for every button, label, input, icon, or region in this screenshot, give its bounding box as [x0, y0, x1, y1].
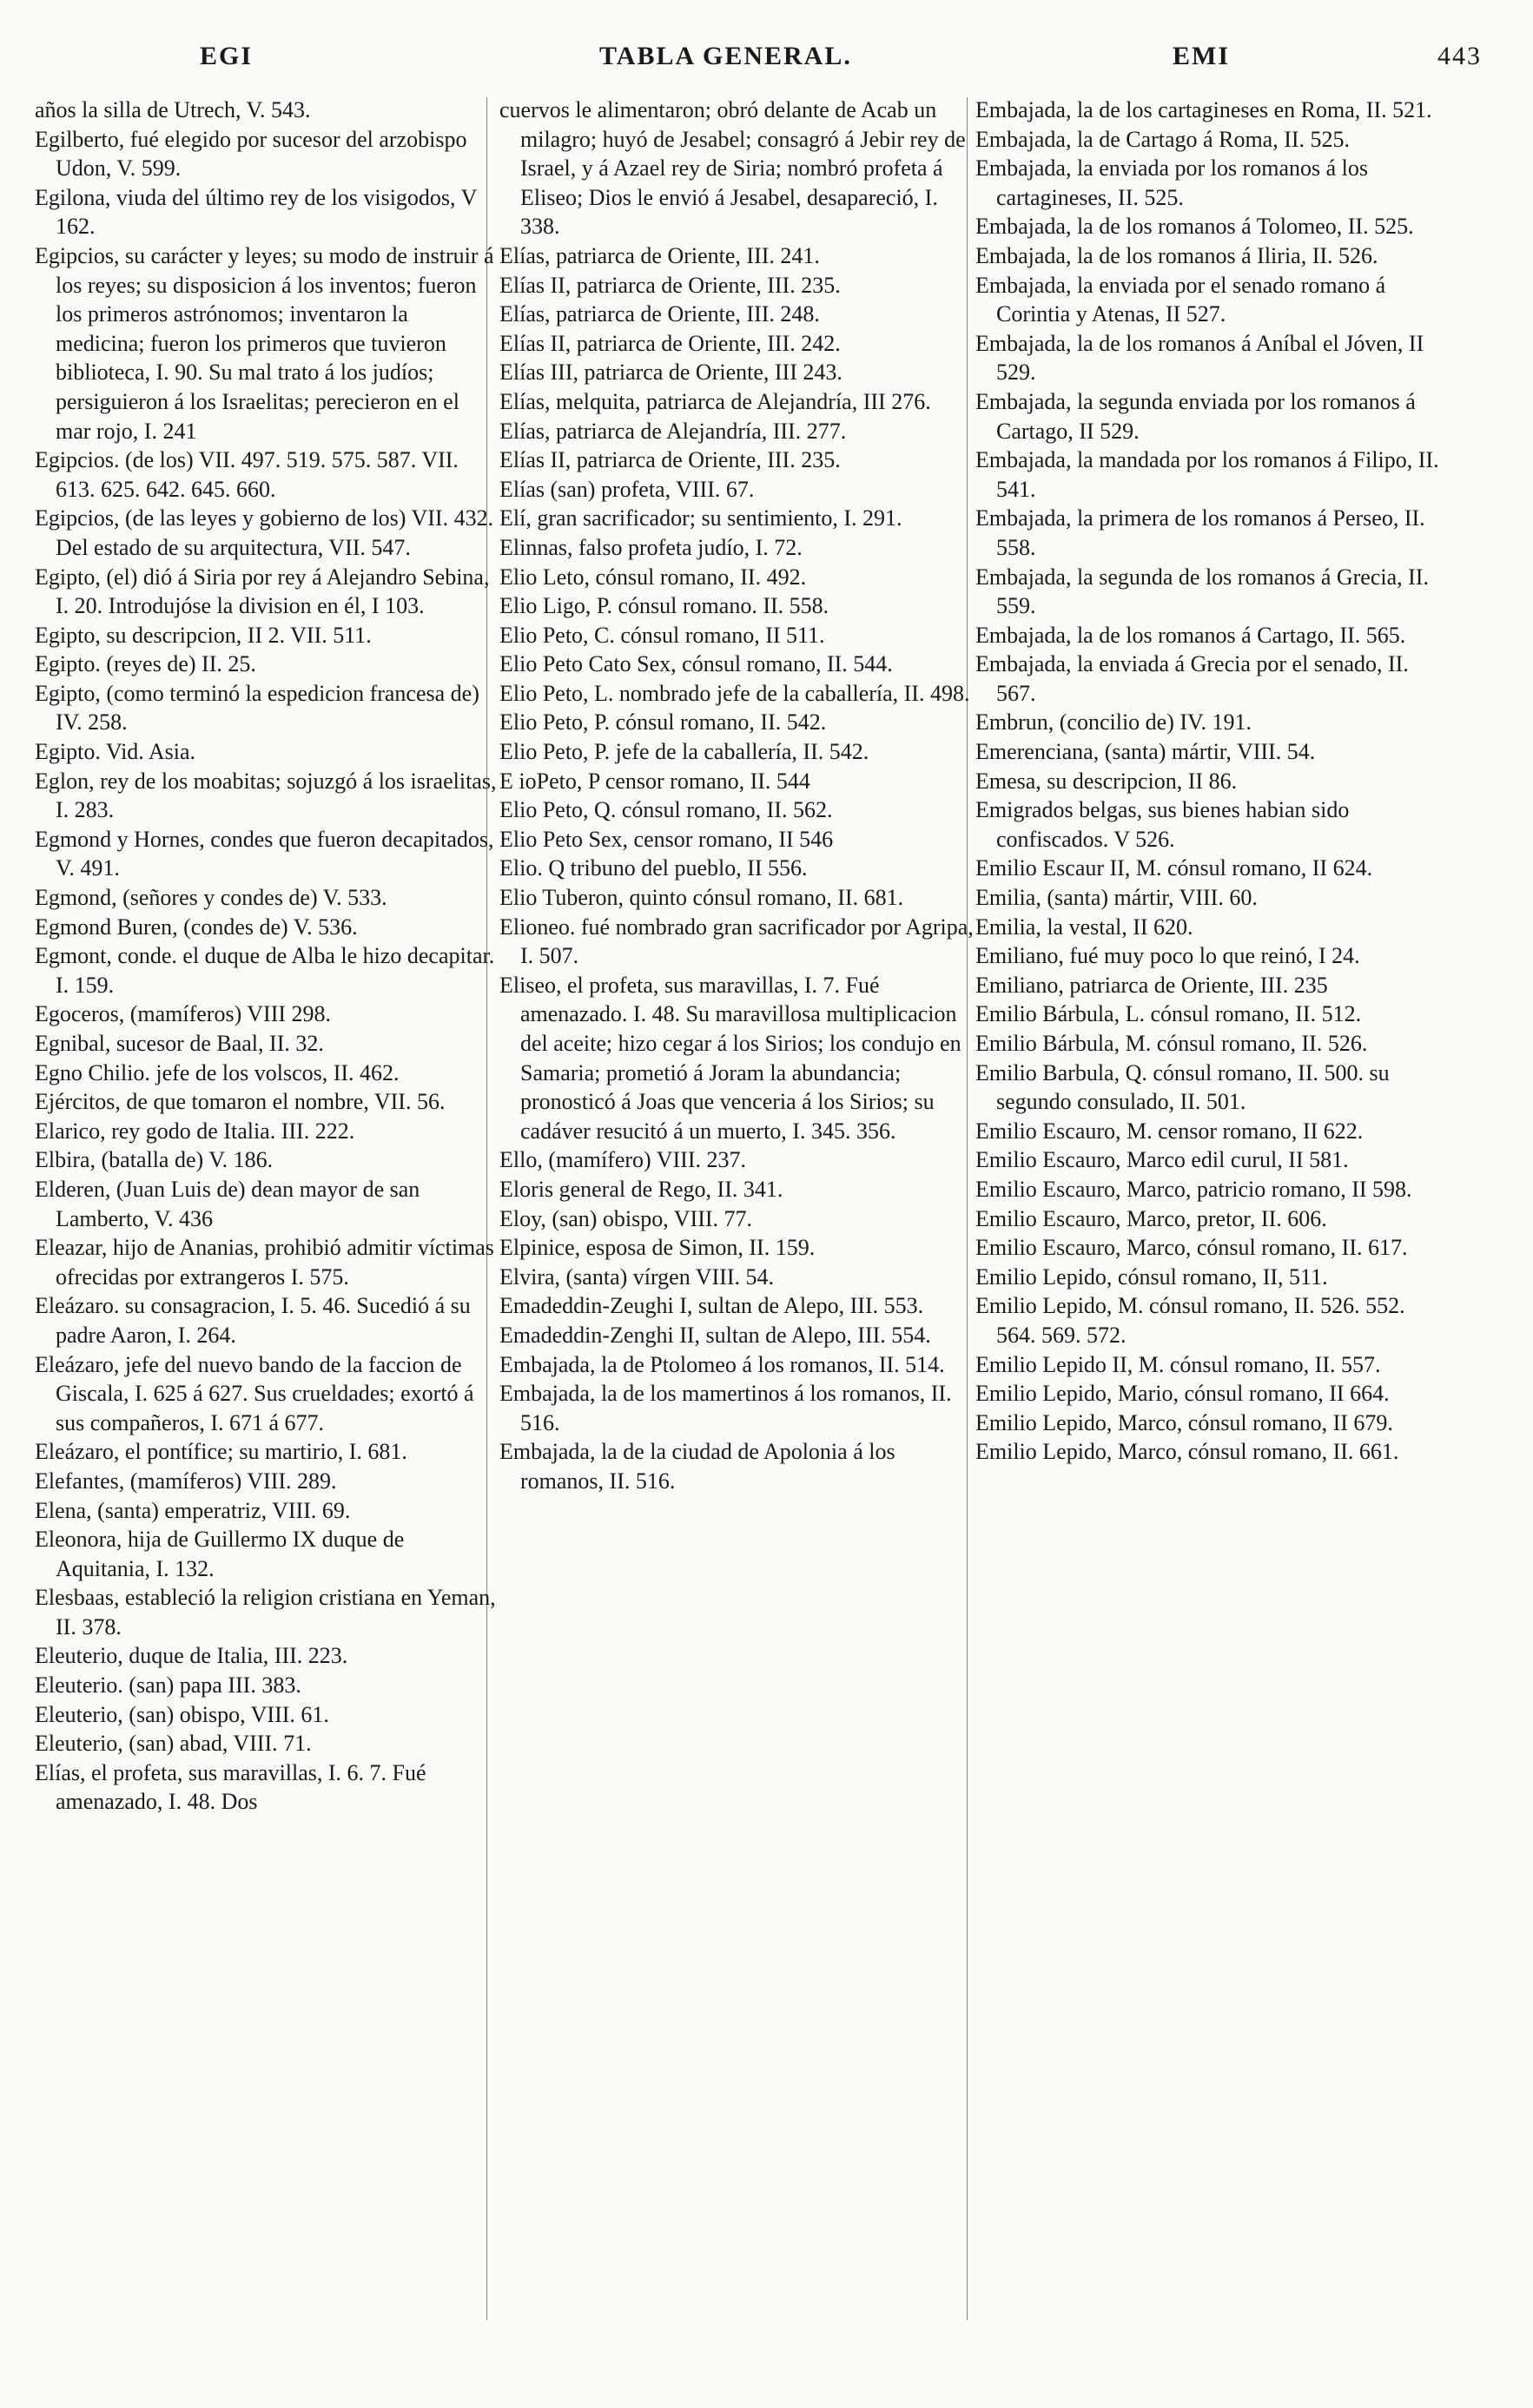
index-entry: Elderen, (Juan Luis de) dean mayor de san Lamberto, V. 436 — [35, 1176, 420, 1231]
index-entry: Emilio Bárbula, L. cónsul romano, II. 512. — [975, 1001, 1362, 1027]
index-entry: Embajada, la de los cartagineses en Roma, II. 521. — [975, 97, 1432, 122]
index-entry: Elio Peto, Q. cónsul romano, II. 562. — [499, 797, 833, 823]
index-entry: Eliseo, el profeta, sus maravillas, I. 7. Fué amenazado. I. 48. Su maravillosa multiplicacion del aceite; hizo cegar á los Sirios; los condujo en Samaria; prometió á Joram la abundancia; pronosticó á Joas que venceria á los Sirios; su cadáver resucitó á un muerto, I. 345. 356. — [499, 972, 961, 1144]
index-entry: Embajada, la primera de los romanos á Perseo, II. 558. — [975, 505, 1425, 560]
index-entry: Ejércitos, de que tomaron el nombre, VII. 56. — [35, 1089, 446, 1115]
header-left-keyword: EGI — [200, 42, 254, 70]
index-entry: Emilio Lepido, cónsul romano, II, 511. — [975, 1263, 1328, 1290]
index-entry: años la silla de Utrech, V. 543. — [35, 97, 311, 122]
index-entry: Eleazar, hijo de Ananias, prohibió admitir víctimas ofrecidas por extrangeros I. 575. — [35, 1235, 494, 1290]
index-entry: Eleuterio, (san) abad, VIII. 71. — [35, 1731, 312, 1757]
index-entry: Egipto, (el) dió á Siria por rey á Alejandro Sebina, I. 20. Introdujóse la division en él, I 103. — [35, 564, 490, 619]
index-entry: Elías (san) profeta, VIII. 67. — [499, 476, 755, 502]
index-entry: Eleuterio. (san) papa III. 383. — [35, 1672, 301, 1699]
index-entry: Egipto. Vid. Asia. — [35, 739, 196, 765]
index-entry: Embajada, la enviada á Grecia por el senado, II. 567. — [975, 651, 1409, 706]
index-entry: Ello, (mamífero) VIII. 237. — [499, 1147, 746, 1173]
index-entry: Elbira, (batalla de) V. 186. — [35, 1147, 274, 1173]
index-entry: Emilia, la vestal, II 620. — [975, 914, 1193, 940]
index-entry: Emilia, (santa) mártir, VIII. 60. — [975, 885, 1258, 911]
index-entry: Embrun, (concilio de) IV. 191. — [975, 709, 1252, 736]
index-entry: Egipcios, su carácter y leyes; su modo de instruir á los reyes; su disposicion á los inventos; fueron los primeros astrónomos; inventaron la medicina; fueron los primeros que tuvieron biblioteca, I. 90. Su mal trato á los judíos; persiguieron á los Israelitas; perecieron en el mar rojo, I. 241 — [35, 242, 494, 444]
index-entry: Egmond y Hornes, condes que fueron decapitados, V. 491. — [35, 826, 494, 881]
index-entry: Elpinice, esposa de Simon, II. 159. — [499, 1235, 816, 1261]
index-entry: Eleuterio, duque de Italia, III. 223. — [35, 1643, 348, 1669]
index-entry: Elio Tuberon, quinto cónsul romano, II. 681. — [499, 885, 904, 911]
index-entry: Emilio Bárbula, M. cónsul romano, II. 526. — [975, 1031, 1368, 1056]
index-entry: Emadeddin-Zenghi II, sultan de Alepo, III. 554. — [499, 1322, 931, 1348]
index-entry: Egipcios. (de los) VII. 497. 519. 575. 587. VII. 613. 625. 642. 645. 660. — [35, 447, 459, 502]
index-column-1 — [35, 96, 499, 1817]
index-entry: Elefantes, (mamíferos) VIII. 289. — [35, 1468, 337, 1494]
index-entry: Emilio Lepido, Marco, cónsul romano, II. 661. — [975, 1439, 1399, 1465]
index-entry: Embajada, la de los romanos á Tolomeo, II. 525. — [975, 214, 1414, 240]
index-entry: Elio Peto, C. cónsul romano, II 511. — [499, 622, 825, 648]
index-entry: Emilio Escauro, Marco, patricio romano, II 598. — [975, 1176, 1412, 1202]
index-entry: Emilio Escauro, Marco, pretor, II. 606. — [975, 1205, 1327, 1231]
index-entry: Elías III, patriarca de Oriente, III 243. — [499, 360, 842, 386]
index-entry: Embajada, la mandada por los romanos á Filipo, II. 541. — [975, 447, 1439, 502]
index-entry: Elio. Q tribuno del pueblo, II 556. — [499, 855, 808, 881]
index-entry: Elías, patriarca de Oriente, III. 241. — [499, 242, 820, 268]
index-entry: Elí, gran sacrificador; su sentimiento, I. 291. — [499, 505, 902, 531]
index-entry: Elías II, patriarca de Oriente, III. 235. — [499, 272, 841, 298]
index-entry: Egilberto, fué elegido por sucesor del arzobispo Udon, V. 599. — [35, 126, 467, 181]
index-entry: Elinnas, falso profeta judío, I. 72. — [499, 534, 803, 560]
index-entry: Elías II, patriarca de Oriente, III. 242. — [499, 330, 841, 356]
index-entry: Egmond, (señores y condes de) V. 533. — [35, 885, 387, 911]
index-entry: Egoceros, (mamíferos) VIII 298. — [35, 1001, 332, 1027]
index-entry: Egmont, conde. el duque de Alba le hizo decapitar. I. 159. — [35, 943, 495, 998]
index-entry: Elías II, patriarca de Oriente, III. 235. — [499, 447, 841, 473]
index-entry: Embajada, la de los romanos á Aníbal el Jóven, II 529. — [975, 330, 1424, 386]
index-entry: Emadeddin-Zeughi I, sultan de Alepo, III. 553. — [499, 1293, 924, 1319]
index-entry: Eloy, (san) obispo, VIII. 77. — [499, 1205, 753, 1231]
index-entry: Elio Peto, P. jefe de la caballería, II. 542. — [499, 739, 869, 765]
index-entry: Embajada, la enviada por el senado romano á Corintia y Atenas, II 527. — [975, 272, 1386, 327]
index-entry: Emilio Escaur II, M. cónsul romano, II 624. — [975, 855, 1373, 881]
index-entry: Emilio Lepido, Mario, cónsul romano, II 664. — [975, 1381, 1390, 1407]
index-entry: Elio Ligo, P. cónsul romano. II. 558. — [499, 593, 829, 619]
index-entry: E ioPeto, P censor romano, II. 544 — [499, 768, 810, 794]
index-column-2 — [499, 96, 975, 1496]
index-entry: Egipto, su descripcion, II 2. VII. 511. — [35, 622, 372, 648]
index-entry: Emilio Barbula, Q. cónsul romano, II. 500. su segundo consulado, II. 501. — [975, 1059, 1390, 1115]
index-entry: Egilona, viuda del último rey de los visigodos, V 162. — [35, 184, 477, 240]
index-entry: Elías, el profeta, sus maravillas, I. 6. 7. Fué amenazado, I. 48. Dos — [35, 1759, 426, 1815]
index-entry: Embajada, la de los mamertinos á los romanos, II. 516. — [499, 1381, 952, 1435]
index-entry: Emilio Lepido II, M. cónsul romano, II. 557. — [975, 1351, 1381, 1377]
index-entry: Emilio Escauro, M. censor romano, II 622. — [975, 1118, 1364, 1144]
index-entry: Egno Chilio. jefe de los volscos, II. 462. — [35, 1059, 400, 1085]
index-entry: Embajada, la de Cartago á Roma, II. 525. — [975, 126, 1351, 152]
index-entry: Elvira, (santa) vírgen VIII. 54. — [499, 1263, 774, 1290]
index-entry: Elio Peto, L. nombrado jefe de la caballería, II. 498. — [499, 680, 970, 706]
index-column-3 — [975, 96, 1449, 1467]
index-entry: Emigrados belgas, sus bienes habian sido confiscados. V 526. — [975, 797, 1350, 852]
index-entry: Eleázaro, jefe del nuevo bando de la faccion de Giscala, I. 625 á 627. Sus crueldades; exortó á sus compañeros, I. 671 á 677. — [35, 1351, 474, 1435]
index-entry: Emesa, su descripcion, II 86. — [975, 768, 1238, 794]
index-entry: Emilio Escauro, Marco, cónsul romano, II. 617. — [975, 1235, 1408, 1261]
running-header — [0, 42, 1533, 94]
index-entry: Elarico, rey godo de Italia. III. 222. — [35, 1118, 355, 1144]
index-entry: Eleázaro, el pontífice; su martirio, I. 681. — [35, 1439, 407, 1465]
index-entry: Emilio Lepido, Marco, cónsul romano, II 679. — [975, 1409, 1393, 1435]
index-entry: Elías, patriarca de Oriente, III. 248. — [499, 301, 820, 327]
page-number: 443 — [1437, 42, 1482, 70]
index-entry: Emilio Escauro, Marco edil curul, II 581. — [975, 1147, 1349, 1173]
index-entry: Emiliano, fué muy poco lo que reinó, I 24. — [975, 943, 1360, 969]
index-entry: Emiliano, patriarca de Oriente, III. 235 — [975, 972, 1328, 998]
index-entry: Eleonora, hija de Guillermo IX duque de Aquitania, I. 132. — [35, 1527, 405, 1581]
index-entry: Elio Peto Sex, censor romano, II 546 — [499, 826, 834, 852]
index-entry: Elesbaas, estableció la religion cristiana en Yeman, II. 378. — [35, 1585, 496, 1639]
index-entry: Elio Peto Cato Sex, cónsul romano, II. 544. — [499, 651, 893, 677]
index-entry: Eglon, rey de los moabitas; sojuzgó á los israelitas, I. 283. — [35, 768, 497, 823]
index-entry: Embajada, la de los romanos á Iliria, II. 526. — [975, 242, 1378, 268]
header-title: TABLA GENERAL. — [599, 42, 852, 70]
index-entry: Elio Leto, cónsul romano, II. 492. — [499, 564, 807, 590]
index-entry: Egipcios, (de las leyes y gobierno de los) VII. 432. Del estado de su arquitectura, VII. 547. — [35, 505, 494, 560]
index-entry: Emerenciana, (santa) mártir, VIII. 54. — [975, 739, 1316, 765]
index-entry: Egipto, (como terminó la espedicion francesa de) IV. 258. — [35, 680, 479, 736]
index-entry: cuervos le alimentaron; obró delante de Acab un milagro; huyó de Jesabel; consagró á Jebir rey de Israel, y á Azael rey de Siria; nombró profeta á Eliseo; Dios le envió á Jesabel, desapareció, I. 338. — [499, 97, 966, 240]
index-entry: Eleázaro. su consagracion, I. 5. 46. Sucedió á su padre Aaron, I. 264. — [35, 1293, 471, 1348]
index-entry: Egipto. (reyes de) II. 25. — [35, 651, 256, 677]
index-entry: Embajada, la de Ptolomeo á los romanos, II. 514. — [499, 1351, 945, 1377]
index-entry: Eloris general de Rego, II. 341. — [499, 1176, 783, 1202]
index-entry: Embajada, la segunda de los romanos á Grecia, II. 559. — [975, 564, 1429, 619]
index-entry: Embajada, la segunda enviada por los romanos á Cartago, II 529. — [975, 388, 1416, 444]
index-entry: Emilio Lepido, M. cónsul romano, II. 526. 552. 564. 569. 572. — [975, 1293, 1405, 1348]
index-entry: Egnibal, sucesor de Baal, II. 32. — [35, 1031, 324, 1056]
index-entry: Elías, melquita, patriarca de Alejandría, III 276. — [499, 388, 931, 414]
index-entry: Elio Peto, P. cónsul romano, II. 542. — [499, 709, 827, 736]
index-entry: Elena, (santa) emperatriz, VIII. 69. — [35, 1497, 351, 1523]
index-entry: Eleuterio, (san) obispo, VIII. 61. — [35, 1701, 329, 1727]
index-entry: Egmond Buren, (condes de) V. 536. — [35, 914, 358, 940]
header-right-keyword: EMI — [1173, 42, 1230, 70]
index-entry: Elioneo. fué nombrado gran sacrificador por Agripa, I. 507. — [499, 914, 974, 969]
index-entry: Elías, patriarca de Alejandría, III. 277. — [499, 418, 847, 444]
index-entry: Embajada, la de la ciudad de Apolonia á los romanos, II. 516. — [499, 1439, 895, 1494]
index-entry: Embajada, la enviada por los romanos á los cartagineses, II. 525. — [975, 155, 1368, 210]
index-entry: Embajada, la de los romanos á Cartago, II. 565. — [975, 622, 1406, 648]
